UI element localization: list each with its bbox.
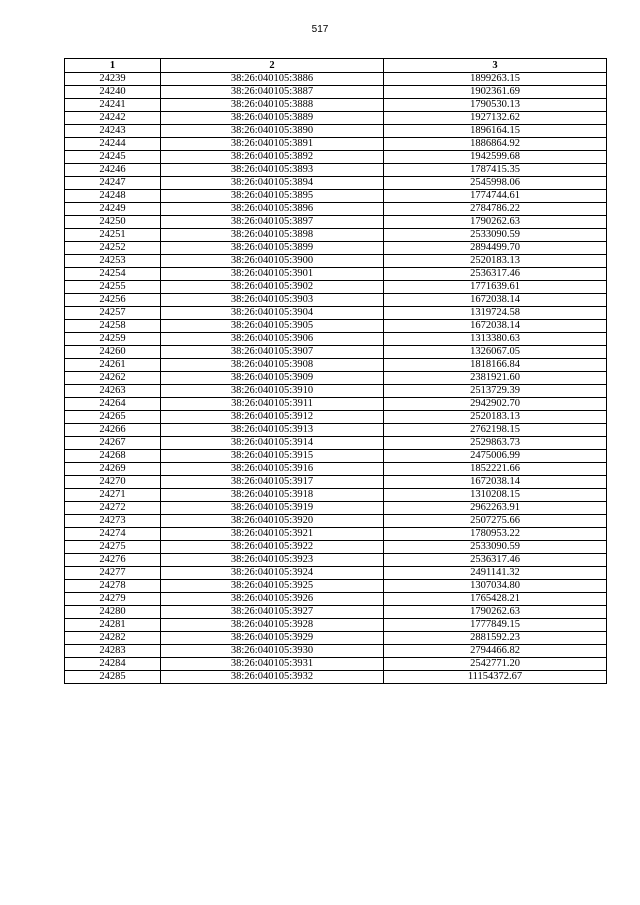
value-cell: 2794466.82 <box>384 645 607 658</box>
table-row <box>65 528 607 541</box>
row-number-cell: 24256 <box>65 294 161 307</box>
cadastral-number-cell: 38:26:040105:3906 <box>161 333 384 346</box>
row-number-cell: 24271 <box>65 489 161 502</box>
row-number-cell: 24263 <box>65 385 161 398</box>
table-row <box>65 86 607 99</box>
row-number-cell: 24246 <box>65 164 161 177</box>
table-row <box>65 476 607 489</box>
table-row <box>65 658 607 671</box>
table-row <box>65 203 607 216</box>
table-row <box>65 268 607 281</box>
row-number-cell: 24262 <box>65 372 161 385</box>
table-row <box>65 554 607 567</box>
value-cell: 1902361.69 <box>384 86 607 99</box>
table-row <box>65 177 607 190</box>
row-number-cell: 24259 <box>65 333 161 346</box>
value-cell: 2381921.60 <box>384 372 607 385</box>
cadastral-number-cell: 38:26:040105:3895 <box>161 190 384 203</box>
column-header-1: 1 <box>65 59 161 73</box>
table-row <box>65 151 607 164</box>
cadastral-number-cell: 38:26:040105:3925 <box>161 580 384 593</box>
value-cell: 1942599.68 <box>384 151 607 164</box>
cadastral-number-cell: 38:26:040105:3907 <box>161 346 384 359</box>
row-number-cell: 24273 <box>65 515 161 528</box>
table-row <box>65 463 607 476</box>
value-cell: 1780953.22 <box>384 528 607 541</box>
cadastral-number-cell: 38:26:040105:3901 <box>161 268 384 281</box>
row-number-cell: 24264 <box>65 398 161 411</box>
table-row <box>65 580 607 593</box>
value-cell: 1777849.15 <box>384 619 607 632</box>
value-cell: 1790262.63 <box>384 606 607 619</box>
value-cell: 2762198.15 <box>384 424 607 437</box>
table-row <box>65 437 607 450</box>
table-row <box>65 385 607 398</box>
column-header-2: 2 <box>161 59 384 73</box>
value-cell: 2536317.46 <box>384 268 607 281</box>
cadastral-number-cell: 38:26:040105:3909 <box>161 372 384 385</box>
cadastral-number-cell: 38:26:040105:3900 <box>161 255 384 268</box>
table-row <box>65 99 607 112</box>
value-cell: 1790262.63 <box>384 216 607 229</box>
table-row <box>65 333 607 346</box>
cadastral-number-cell: 38:26:040105:3897 <box>161 216 384 229</box>
value-cell: 1672038.14 <box>384 294 607 307</box>
value-cell: 2520183.13 <box>384 255 607 268</box>
row-number-cell: 24245 <box>65 151 161 164</box>
table-row <box>65 424 607 437</box>
value-cell: 1787415.35 <box>384 164 607 177</box>
cadastral-number-cell: 38:26:040105:3908 <box>161 359 384 372</box>
row-number-cell: 24253 <box>65 255 161 268</box>
row-number-cell: 24270 <box>65 476 161 489</box>
table-row <box>65 320 607 333</box>
table-row <box>65 138 607 151</box>
value-cell: 1927132.62 <box>384 112 607 125</box>
cadastral-number-cell: 38:26:040105:3921 <box>161 528 384 541</box>
table-row <box>65 294 607 307</box>
page-number: 517 <box>311 24 329 35</box>
row-number-cell: 24272 <box>65 502 161 515</box>
value-cell: 2962263.91 <box>384 502 607 515</box>
cadastral-number-cell: 38:26:040105:3903 <box>161 294 384 307</box>
value-cell: 1313380.63 <box>384 333 607 346</box>
table-row <box>65 255 607 268</box>
cadastral-number-cell: 38:26:040105:3926 <box>161 593 384 606</box>
value-cell: 1765428.21 <box>384 593 607 606</box>
row-number-cell: 24265 <box>65 411 161 424</box>
cadastral-number-cell: 38:26:040105:3904 <box>161 307 384 320</box>
table-row <box>65 606 607 619</box>
value-cell: 2533090.59 <box>384 229 607 242</box>
row-number-cell: 24268 <box>65 450 161 463</box>
row-number-cell: 24258 <box>65 320 161 333</box>
row-number-cell: 24251 <box>65 229 161 242</box>
row-number-cell: 24283 <box>65 645 161 658</box>
row-number-cell: 24243 <box>65 125 161 138</box>
row-number-cell: 24255 <box>65 281 161 294</box>
table-row <box>65 398 607 411</box>
cadastral-number-cell: 38:26:040105:3923 <box>161 554 384 567</box>
table-row <box>65 372 607 385</box>
cadastral-number-cell: 38:26:040105:3919 <box>161 502 384 515</box>
table-header-row <box>65 59 607 73</box>
value-cell: 2513729.39 <box>384 385 607 398</box>
cadastral-number-cell: 38:26:040105:3894 <box>161 177 384 190</box>
cadastral-number-cell: 38:26:040105:3890 <box>161 125 384 138</box>
cadastral-number-cell: 38:26:040105:3896 <box>161 203 384 216</box>
table-row <box>65 281 607 294</box>
value-cell: 2881592.23 <box>384 632 607 645</box>
row-number-cell: 24275 <box>65 541 161 554</box>
row-number-cell: 24244 <box>65 138 161 151</box>
value-cell: 1771639.61 <box>384 281 607 294</box>
cadastral-number-cell: 38:26:040105:3886 <box>161 73 384 86</box>
cadastral-number-cell: 38:26:040105:3891 <box>161 138 384 151</box>
row-number-cell: 24282 <box>65 632 161 645</box>
value-cell: 2529863.73 <box>384 437 607 450</box>
row-number-cell: 24284 <box>65 658 161 671</box>
row-number-cell: 24249 <box>65 203 161 216</box>
value-cell: 1672038.14 <box>384 476 607 489</box>
cadastral-number-cell: 38:26:040105:3888 <box>161 99 384 112</box>
cadastral-number-cell: 38:26:040105:3932 <box>161 671 384 684</box>
column-header-3: 3 <box>384 59 607 73</box>
value-cell: 2784786.22 <box>384 203 607 216</box>
table-row <box>65 242 607 255</box>
cadastral-number-cell: 38:26:040105:3887 <box>161 86 384 99</box>
cadastral-number-cell: 38:26:040105:3930 <box>161 645 384 658</box>
row-number-cell: 24277 <box>65 567 161 580</box>
cadastral-number-cell: 38:26:040105:3922 <box>161 541 384 554</box>
row-number-cell: 24242 <box>65 112 161 125</box>
table-row <box>65 112 607 125</box>
cadastral-number-cell: 38:26:040105:3928 <box>161 619 384 632</box>
table-row <box>65 359 607 372</box>
row-number-cell: 24280 <box>65 606 161 619</box>
row-number-cell: 24279 <box>65 593 161 606</box>
row-number-cell: 24248 <box>65 190 161 203</box>
row-number-cell: 24239 <box>65 73 161 86</box>
row-number-cell: 24250 <box>65 216 161 229</box>
cadastral-number-cell: 38:26:040105:3912 <box>161 411 384 424</box>
row-number-cell: 24252 <box>65 242 161 255</box>
value-cell: 2533090.59 <box>384 541 607 554</box>
cadastral-number-cell: 38:26:040105:3899 <box>161 242 384 255</box>
table-body <box>65 73 607 684</box>
row-number-cell: 24241 <box>65 99 161 112</box>
cadastral-number-cell: 38:26:040105:3898 <box>161 229 384 242</box>
cadastral-number-cell: 38:26:040105:3910 <box>161 385 384 398</box>
row-number-cell: 24240 <box>65 86 161 99</box>
value-cell: 1319724.58 <box>384 307 607 320</box>
table-row <box>65 671 607 684</box>
table-row <box>65 593 607 606</box>
table-row <box>65 632 607 645</box>
value-cell: 1886864.92 <box>384 138 607 151</box>
value-cell: 1852221.66 <box>384 463 607 476</box>
row-number-cell: 24278 <box>65 580 161 593</box>
cadastral-number-cell: 38:26:040105:3914 <box>161 437 384 450</box>
value-cell: 2942902.70 <box>384 398 607 411</box>
row-number-cell: 24260 <box>65 346 161 359</box>
row-number-cell: 24257 <box>65 307 161 320</box>
value-cell: 2536317.46 <box>384 554 607 567</box>
value-cell: 1774744.61 <box>384 190 607 203</box>
table-row <box>65 450 607 463</box>
value-cell: 1896164.15 <box>384 125 607 138</box>
value-cell: 2520183.13 <box>384 411 607 424</box>
table-row <box>65 515 607 528</box>
row-number-cell: 24247 <box>65 177 161 190</box>
value-cell: 1326067.05 <box>384 346 607 359</box>
cadastral-number-cell: 38:26:040105:3915 <box>161 450 384 463</box>
row-number-cell: 24254 <box>65 268 161 281</box>
cadastral-number-cell: 38:26:040105:3924 <box>161 567 384 580</box>
row-number-cell: 24266 <box>65 424 161 437</box>
value-cell: 1818166.84 <box>384 359 607 372</box>
row-number-cell: 24281 <box>65 619 161 632</box>
cadastral-number-cell: 38:26:040105:3916 <box>161 463 384 476</box>
row-number-cell: 24276 <box>65 554 161 567</box>
table-row <box>65 645 607 658</box>
table-row <box>65 216 607 229</box>
table-row <box>65 346 607 359</box>
row-number-cell: 24261 <box>65 359 161 372</box>
cadastral-number-cell: 38:26:040105:3917 <box>161 476 384 489</box>
value-cell: 2542771.20 <box>384 658 607 671</box>
value-cell: 2475006.99 <box>384 450 607 463</box>
table-row <box>65 411 607 424</box>
table-row <box>65 307 607 320</box>
table-row <box>65 73 607 86</box>
table-row <box>65 164 607 177</box>
table-row <box>65 567 607 580</box>
cadastral-number-cell: 38:26:040105:3889 <box>161 112 384 125</box>
value-cell: 1307034.80 <box>384 580 607 593</box>
row-number-cell: 24274 <box>65 528 161 541</box>
cadastral-number-cell: 38:26:040105:3905 <box>161 320 384 333</box>
value-cell: 1790530.13 <box>384 99 607 112</box>
cadastral-number-cell: 38:26:040105:3913 <box>161 424 384 437</box>
table-row <box>65 229 607 242</box>
data-table <box>64 58 607 684</box>
table-row <box>65 125 607 138</box>
row-number-cell: 24267 <box>65 437 161 450</box>
table-row <box>65 619 607 632</box>
cadastral-number-cell: 38:26:040105:3902 <box>161 281 384 294</box>
table-row <box>65 190 607 203</box>
cadastral-number-cell: 38:26:040105:3911 <box>161 398 384 411</box>
value-cell: 1310208.15 <box>384 489 607 502</box>
table-row <box>65 502 607 515</box>
cadastral-number-cell: 38:26:040105:3892 <box>161 151 384 164</box>
table-row <box>65 541 607 554</box>
value-cell: 2545998.06 <box>384 177 607 190</box>
cadastral-number-cell: 38:26:040105:3931 <box>161 658 384 671</box>
value-cell: 1899263.15 <box>384 73 607 86</box>
cadastral-number-cell: 38:26:040105:3893 <box>161 164 384 177</box>
value-cell: 1672038.14 <box>384 320 607 333</box>
cadastral-number-cell: 38:26:040105:3929 <box>161 632 384 645</box>
row-number-cell: 24269 <box>65 463 161 476</box>
value-cell: 2894499.70 <box>384 242 607 255</box>
value-cell: 2507275.66 <box>384 515 607 528</box>
cadastral-number-cell: 38:26:040105:3918 <box>161 489 384 502</box>
value-cell: 2491141.32 <box>384 567 607 580</box>
cadastral-number-cell: 38:26:040105:3927 <box>161 606 384 619</box>
cadastral-number-cell: 38:26:040105:3920 <box>161 515 384 528</box>
value-cell: 11154372.67 <box>384 671 607 684</box>
table-row <box>65 489 607 502</box>
row-number-cell: 24285 <box>65 671 161 684</box>
